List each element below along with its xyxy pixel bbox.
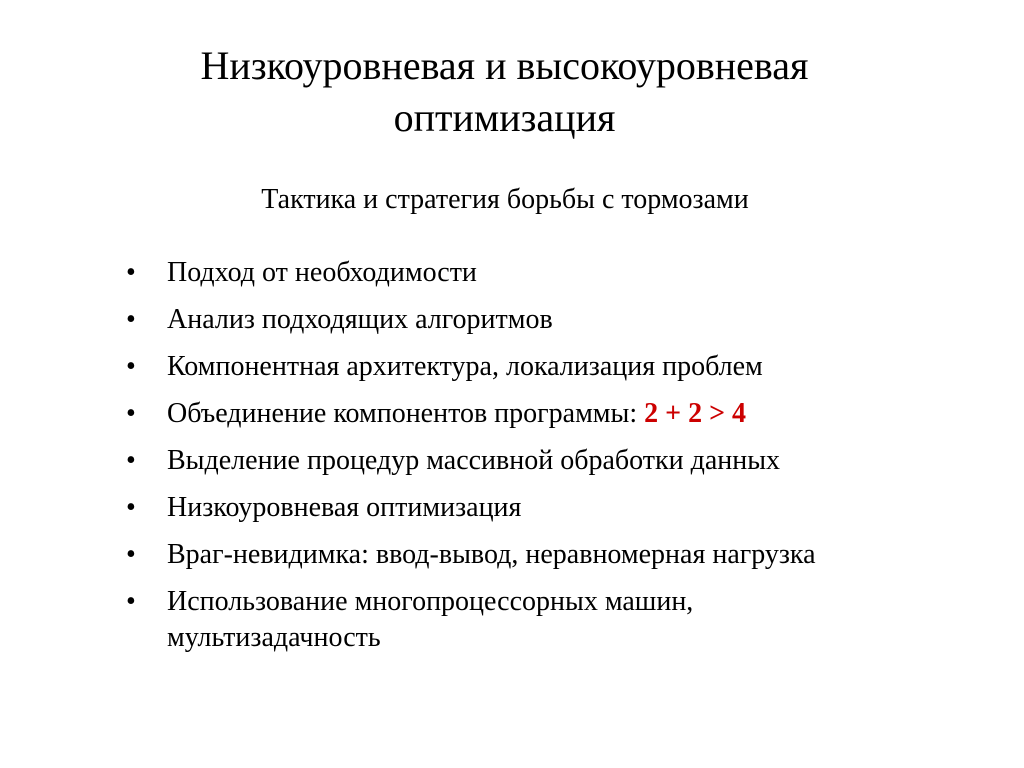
bullet-icon: • — [126, 492, 136, 523]
bullet-icon: • — [126, 257, 136, 288]
list-item-text: Низкоуровневая оптимизация — [167, 492, 522, 523]
bullet-icon: • — [126, 351, 136, 382]
bullet-list — [126, 255, 966, 667]
list-item — [126, 584, 966, 656]
bullet-icon: • — [126, 304, 136, 335]
list-item — [126, 349, 966, 385]
list-item-text: Использование многопроцессорных машин, — [167, 586, 694, 617]
list-item-text: Анализ подходящих алгоритмов — [167, 304, 553, 335]
slide-title — [0, 40, 1009, 144]
bullet-icon: • — [126, 398, 136, 429]
list-item-text-continued: мультизадачность — [167, 622, 381, 653]
list-item-text: Выделение процедур массивной обработки данных — [167, 445, 781, 476]
list-item — [126, 302, 966, 338]
bullet-icon: • — [126, 586, 136, 617]
slide-subtitle: Тактика и стратегия борьбы с тормозами — [261, 184, 749, 215]
list-item — [126, 490, 966, 526]
slide-title-line-2: оптимизация — [393, 95, 616, 140]
slide-title-line-1: Низкоуровневая и высокоуровневая — [200, 43, 809, 88]
list-item — [126, 396, 966, 432]
list-item-text: Компонентная архитектура, локализация проблем — [167, 351, 763, 382]
list-item-text: Объединение компонентов программы: — [167, 398, 645, 429]
list-item — [126, 537, 966, 573]
bullet-icon: • — [126, 539, 136, 570]
bullet-icon: • — [126, 445, 136, 476]
list-item-text: Враг-невидимка: ввод-вывод, неравномерная нагрузка — [167, 539, 816, 570]
formula-highlight: 2 + 2 > 4 — [644, 398, 747, 429]
list-item — [126, 443, 966, 479]
list-item — [126, 255, 966, 291]
list-item-text: Подход от необходимости — [167, 257, 477, 288]
